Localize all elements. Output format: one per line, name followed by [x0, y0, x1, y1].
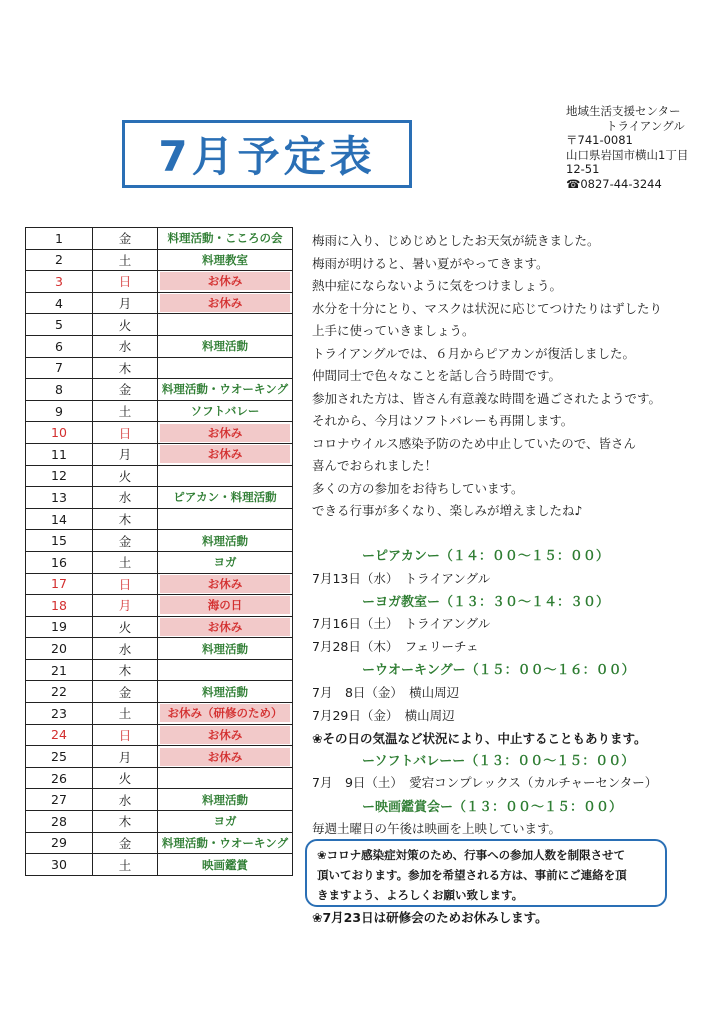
weekday-cell: 日	[93, 724, 158, 746]
schedule-row	[26, 638, 305, 660]
schedule-row	[26, 767, 305, 789]
day-cell: 26	[26, 767, 93, 789]
weekday-cell: 土	[93, 551, 158, 573]
message-line: コロナウイルス感染予防のため中止していたので、皆さん	[312, 435, 637, 451]
org-info	[566, 104, 688, 191]
day-cell: 19	[26, 616, 93, 638]
spacer-cell	[293, 271, 305, 293]
activity-label: お休み	[160, 748, 290, 766]
schedule-table	[25, 227, 305, 876]
day-cell: 11	[26, 443, 93, 465]
schedule-row	[26, 400, 305, 422]
message-line: できる行事が多くなり、楽しみが増えましたね♪	[312, 503, 583, 518]
activity-cell	[158, 767, 293, 789]
day-cell: 1	[26, 228, 93, 250]
activity-cell	[158, 616, 293, 638]
activity-label: お休み	[160, 272, 290, 290]
org-name: 地域生活支援センター	[566, 104, 681, 118]
activity-cell	[158, 271, 293, 293]
schedule-row	[26, 681, 305, 703]
org-facility: トライアングル	[606, 118, 685, 133]
activity-cell: ヨガ	[158, 811, 293, 833]
walk-date-2: 7月29日（金） 横山周辺	[312, 708, 455, 723]
volley-date-1: 7月 9日（土） 愛宕コンプレックス（カルチャーセンター）	[312, 775, 658, 790]
schedule-row	[26, 832, 305, 854]
day-cell: 2	[26, 249, 93, 271]
notice-line-3: きますよう、よろしくお願い致します。	[317, 888, 524, 902]
day-cell: 13	[26, 487, 93, 509]
weather-note: ❀その日の気温など状況により、中止することもあります。	[312, 731, 647, 746]
spacer-cell	[293, 551, 305, 573]
activity-cell	[158, 357, 293, 379]
schedule-row	[26, 465, 305, 487]
day-cell: 21	[26, 659, 93, 681]
org-address2: 12-51	[566, 162, 600, 176]
activity-label: お休み	[160, 575, 290, 593]
schedule-row	[26, 271, 305, 293]
weekday-cell: 日	[93, 422, 158, 444]
activity-cell	[158, 595, 293, 617]
spacer-cell	[293, 789, 305, 811]
schedule-row	[26, 508, 305, 530]
weekday-cell: 水	[93, 487, 158, 509]
day-cell: 3	[26, 271, 93, 293]
notice-line-1: ❀コロナ感染症対策のため、行事への参加人数を制限させて	[317, 848, 626, 862]
schedule-row	[26, 379, 305, 401]
yoga-date-2: 7月28日（木） フェリーチェ	[312, 639, 479, 654]
spacer-cell	[293, 616, 305, 638]
weekday-cell: 火	[93, 465, 158, 487]
activity-cell	[158, 422, 293, 444]
message-line: それから、今月はソフトバレーも再開します。	[312, 413, 574, 428]
schedule-row	[26, 530, 305, 552]
weekday-cell: 日	[93, 271, 158, 293]
weekday-cell: 木	[93, 659, 158, 681]
weekday-cell: 金	[93, 379, 158, 401]
message-line: トライアングルでは、６月からピアカンが復活しました。	[312, 345, 636, 361]
schedule-row	[26, 595, 305, 617]
day-cell: 30	[26, 854, 93, 876]
activity-cell: 料理活動	[158, 681, 293, 703]
weekday-cell: 金	[93, 681, 158, 703]
day-cell: 15	[26, 530, 93, 552]
schedule-row	[26, 724, 305, 746]
weekday-cell: 金	[93, 530, 158, 552]
weekday-cell: 木	[93, 811, 158, 833]
day-cell: 27	[26, 789, 93, 811]
message-line: 梅雨が明けると、暑い夏がやってきます。	[312, 255, 549, 271]
day-cell: 7	[26, 357, 93, 379]
activity-cell: 料理活動・ウオーキング	[158, 832, 293, 854]
activity-cell	[158, 573, 293, 595]
spacer-cell	[293, 832, 305, 854]
activity-cell: 料理活動・ウオーキング	[158, 379, 293, 401]
schedule-row	[26, 335, 305, 357]
message-line: 仲間同士で色々なことを話し合う時間です。	[312, 368, 562, 383]
spacer-cell	[293, 422, 305, 444]
spacer-cell	[293, 487, 305, 509]
spacer-cell	[293, 854, 305, 876]
page-title: 7月予定表	[158, 132, 376, 181]
weekday-cell: 月	[93, 746, 158, 768]
activity-label: 海の日	[160, 596, 290, 614]
weekday-cell: 月	[93, 292, 158, 314]
activity-cell	[158, 314, 293, 336]
notice-line-2: 頂いております。参加を希望される方は、事前にご連絡を頂	[317, 868, 627, 882]
day-cell: 5	[26, 314, 93, 336]
activity-cell: 料理教室	[158, 249, 293, 271]
spacer-cell	[293, 314, 305, 336]
title-box	[122, 120, 412, 188]
spacer-cell	[293, 681, 305, 703]
day-cell: 8	[26, 379, 93, 401]
spacer-cell	[293, 249, 305, 271]
schedule-row	[26, 551, 305, 573]
activity-cell: ソフトバレー	[158, 400, 293, 422]
spacer-cell	[293, 573, 305, 595]
activity-cell: ピアカン・料理活動	[158, 487, 293, 509]
spacer-cell	[293, 811, 305, 833]
activity-cell	[158, 292, 293, 314]
spacer-cell	[293, 357, 305, 379]
activity-label: お休み	[160, 726, 290, 744]
activity-label: お休み（研修のため）	[160, 704, 290, 722]
spacer-cell	[293, 379, 305, 401]
schedule-row	[26, 703, 305, 725]
weekday-cell: 月	[93, 443, 158, 465]
activity-cell: 料理活動・こころの会	[158, 228, 293, 250]
weekday-cell: 火	[93, 616, 158, 638]
spacer-cell	[293, 530, 305, 552]
weekday-cell: 土	[93, 400, 158, 422]
weekday-cell: 木	[93, 357, 158, 379]
schedule-row	[26, 487, 305, 509]
weekday-cell: 水	[93, 335, 158, 357]
walk-title: ーウオーキングー（１５：００～１６：００）	[362, 663, 635, 678]
weekday-cell: 金	[93, 228, 158, 250]
weekday-cell: 土	[93, 249, 158, 271]
activity-cell: ヨガ	[158, 551, 293, 573]
activity-cell: 料理活動	[158, 789, 293, 811]
schedule-row	[26, 249, 305, 271]
notice-box	[305, 839, 667, 907]
activity-cell	[158, 508, 293, 530]
weekday-cell: 日	[93, 573, 158, 595]
activity-cell	[158, 443, 293, 465]
activity-cell	[158, 703, 293, 725]
weekday-cell: 土	[93, 703, 158, 725]
day-cell: 22	[26, 681, 93, 703]
day-cell: 18	[26, 595, 93, 617]
weekday-cell: 水	[93, 789, 158, 811]
activity-cell: 料理活動	[158, 530, 293, 552]
weekday-cell: 木	[93, 508, 158, 530]
spacer-cell	[293, 508, 305, 530]
spacer-cell	[293, 400, 305, 422]
schedule-row	[26, 443, 305, 465]
yoga-title: ーヨガ教室ー（１３：３０～１４：３０）	[362, 595, 610, 610]
activity-label: お休み	[160, 618, 290, 636]
schedule-row	[26, 811, 305, 833]
activity-label: お休み	[160, 445, 290, 463]
activity-cell: 映画鑑賞	[158, 854, 293, 876]
activity-label: お休み	[160, 424, 290, 442]
day-cell: 6	[26, 335, 93, 357]
activity-cell	[158, 659, 293, 681]
day-cell: 20	[26, 638, 93, 660]
schedule-row	[26, 616, 305, 638]
day-cell: 24	[26, 724, 93, 746]
weekday-cell: 水	[93, 638, 158, 660]
day-cell: 9	[26, 400, 93, 422]
spacer-cell	[293, 724, 305, 746]
day-cell: 23	[26, 703, 93, 725]
spacer-cell	[293, 292, 305, 314]
spacer-cell	[293, 443, 305, 465]
org-phone: ☎0827-44-3244	[566, 176, 662, 191]
schedule-row	[26, 573, 305, 595]
schedule-row	[26, 746, 305, 768]
activity-cell	[158, 724, 293, 746]
footer-note: ❀7月23日は研修会のためお休みします。	[312, 910, 548, 925]
activity-cell	[158, 465, 293, 487]
message-line: 参加された方は、皆さん有意義な時間を過ごされたようです。	[312, 390, 662, 406]
message-line: 上手に使っていきましょう。	[312, 323, 475, 338]
message-line: 梅雨に入り、じめじめとしたお天気が続きました。	[312, 233, 600, 248]
weekday-cell: 火	[93, 314, 158, 336]
weekday-cell: 金	[93, 832, 158, 854]
weekday-cell: 火	[93, 767, 158, 789]
day-cell: 10	[26, 422, 93, 444]
message-line: 水分を十分にとり、マスクは状況に応じてつけたりはずしたり	[312, 300, 663, 316]
walk-date-1: 7月 8日（金） 横山周辺	[312, 685, 460, 700]
volley-title: ーソフトバレーー（１３：００～１５：００）	[362, 754, 635, 769]
spacer-cell	[293, 659, 305, 681]
message-line: 喜んでおられました！	[312, 458, 438, 473]
movie-title: ー映画鑑賞会ー（１３：００～１５：００）	[362, 800, 623, 815]
schedule-row	[26, 854, 305, 876]
weekday-cell: 土	[93, 854, 158, 876]
day-cell: 29	[26, 832, 93, 854]
spacer-cell	[293, 703, 305, 725]
org-address1: 山口県岩国市横山1丁目	[566, 147, 689, 162]
day-cell: 4	[26, 292, 93, 314]
message-line: 熱中症にならないように気をつけましょう。	[312, 278, 563, 293]
day-cell: 14	[26, 508, 93, 530]
spacer-cell	[293, 595, 305, 617]
day-cell: 12	[26, 465, 93, 487]
peer-date-1: 7月13日（水） トライアングル	[312, 571, 491, 586]
activity-cell: 料理活動	[158, 335, 293, 357]
day-cell: 16	[26, 551, 93, 573]
activity-cell: 料理活動	[158, 638, 293, 660]
org-postal: 〒741-0081	[566, 133, 633, 147]
schedule-row	[26, 422, 305, 444]
schedule-row	[26, 314, 305, 336]
activity-cell	[158, 746, 293, 768]
yoga-date-1: 7月16日（土） トライアングル	[312, 616, 491, 631]
day-cell: 28	[26, 811, 93, 833]
day-cell: 17	[26, 573, 93, 595]
spacer-cell	[293, 638, 305, 660]
day-cell: 25	[26, 746, 93, 768]
weekday-cell: 月	[93, 595, 158, 617]
message-line: 多くの方の参加をお待ちしています。	[312, 480, 524, 496]
spacer-cell	[293, 465, 305, 487]
peer-title: ーピアカンー（１４：００～１５：００）	[362, 549, 609, 564]
schedule-row	[26, 357, 305, 379]
schedule-row	[26, 789, 305, 811]
spacer-cell	[293, 746, 305, 768]
schedule-row	[26, 659, 305, 681]
movie-note: 毎週土曜日の午後は映画を上映しています。	[312, 821, 562, 836]
spacer-cell	[293, 767, 305, 789]
spacer-cell	[293, 228, 305, 250]
activity-label: お休み	[160, 294, 290, 312]
schedule-row	[26, 292, 305, 314]
spacer-cell	[293, 335, 305, 357]
schedule-row	[26, 228, 305, 250]
